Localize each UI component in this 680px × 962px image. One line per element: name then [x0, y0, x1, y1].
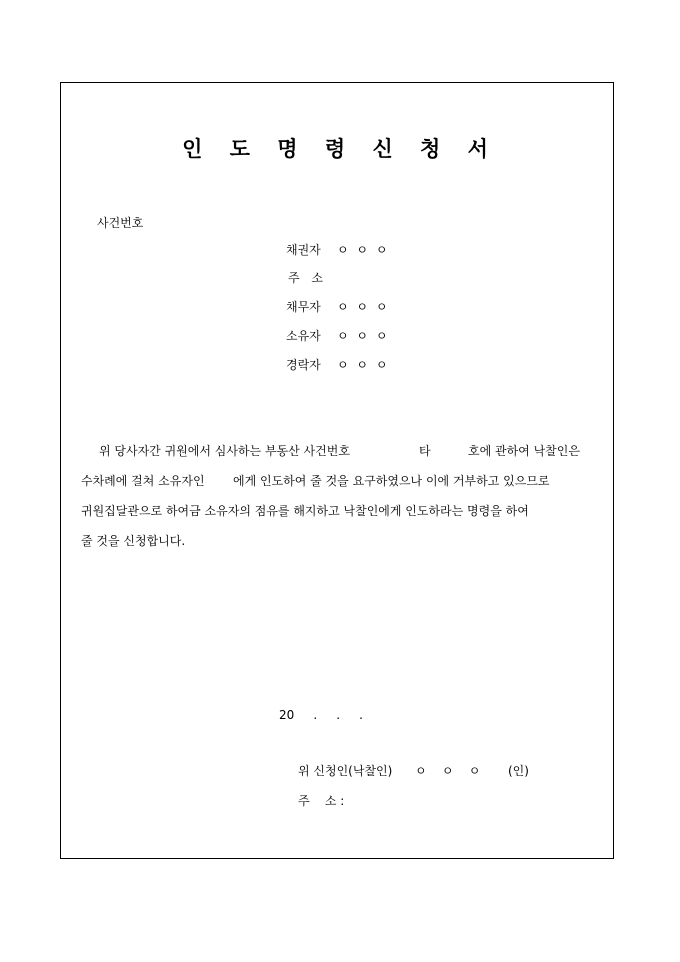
auction-winner-label: 경락자: [286, 358, 321, 372]
body-line-1-c: 호에 관하여 낙찰인은: [468, 444, 580, 458]
document-frame: [60, 82, 614, 859]
owner-label: 소유자: [286, 329, 321, 343]
body-line-3: 귀원집달관으로 하여금 소유자의 점유를 해지하고 낙찰인에게 인도하라는 명령을 하여: [81, 504, 529, 518]
debtor-name: ㅇ ㅇ ㅇ: [337, 300, 388, 314]
creditor-label: 채권자: [286, 243, 321, 257]
body-line-1-b: 타: [419, 444, 431, 458]
auction-winner-name: ㅇ ㅇ ㅇ: [337, 358, 388, 372]
body-line-2-b: 에게 인도하여 줄 것을 요구하였으나 이에 거부하고 있으므로: [233, 474, 550, 488]
address-label: 주 소: [288, 271, 323, 285]
debtor-label: 채무자: [286, 300, 321, 314]
date-line: 20 . . .: [279, 708, 363, 722]
applicant-seal: (인): [508, 764, 529, 778]
body-line-1-a: 위 당사자간 귀원에서 심사하는 부동산 사건번호: [99, 444, 350, 458]
creditor-name: ㅇ ㅇ ㅇ: [337, 243, 388, 257]
body-line-4: 줄 것을 신청합니다.: [81, 534, 186, 548]
body-line-2-a: 수차례에 걸쳐 소유자인: [81, 474, 205, 488]
applicant-address-label: 주 소 :: [298, 794, 345, 808]
document-title: 인 도 명 령 신 청 서: [182, 136, 498, 161]
owner-name: ㅇ ㅇ ㅇ: [337, 329, 388, 343]
applicant-name: ㅇ ㅇ ㅇ: [415, 764, 481, 778]
applicant-label: 위 신청인(낙찰인): [298, 764, 393, 778]
case-number-label: 사건번호: [97, 216, 144, 230]
